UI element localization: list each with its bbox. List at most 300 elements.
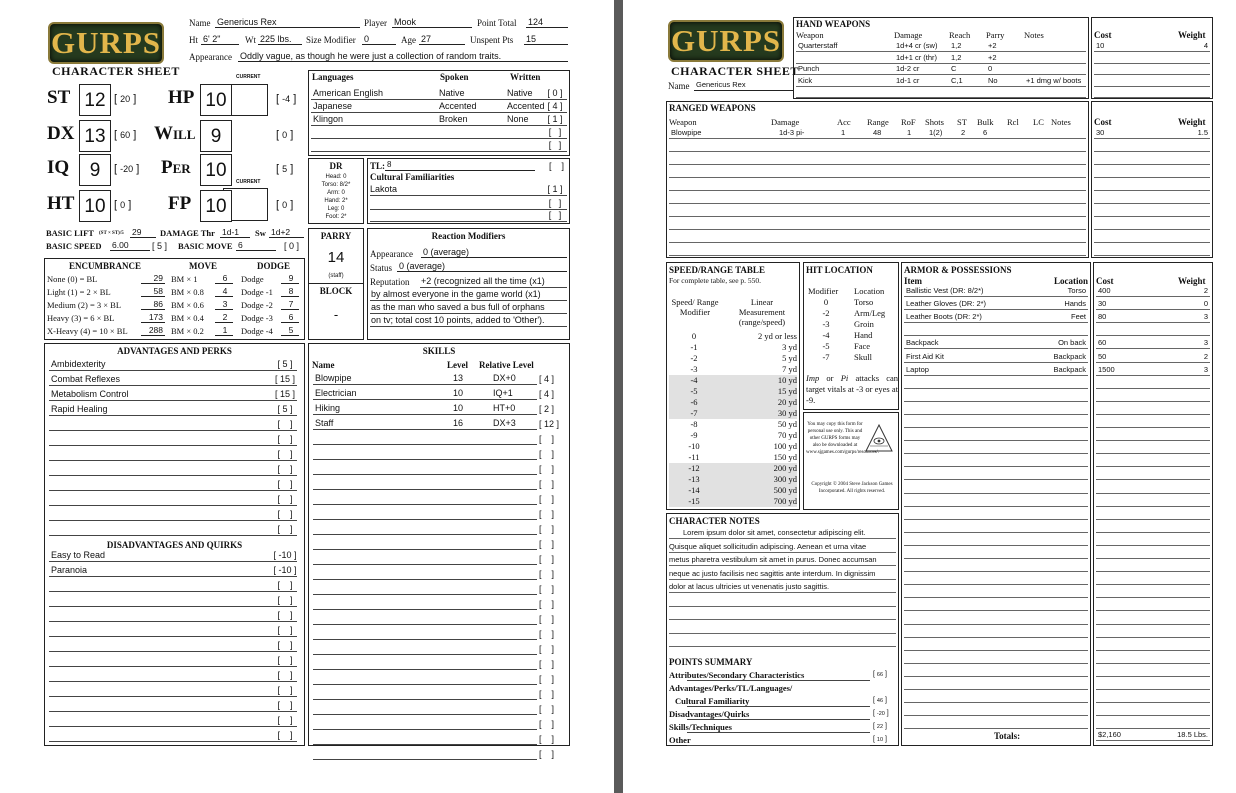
hit-location: Arm/Leg <box>854 308 886 318</box>
ranged-weapon-row[interactable] <box>669 231 1086 243</box>
possession-weight: 0 <box>1203 299 1208 309</box>
secondary-2-value[interactable]: 10 <box>200 154 232 186</box>
tl-field[interactable]: 8 <box>385 160 535 171</box>
advantage-row[interactable]: [ ] <box>49 417 297 431</box>
possession-cost-row[interactable] <box>1096 691 1210 703</box>
disadvantage-row[interactable] <box>49 563 297 577</box>
damage-sw-field[interactable]: 1d+2 <box>269 227 304 238</box>
ranged-a: 1 <box>841 128 846 137</box>
skill-row[interactable] <box>313 641 537 655</box>
ranged-header-9: LC <box>1033 117 1044 127</box>
possession-row[interactable] <box>904 403 1088 415</box>
enc-load[interactable]: 29 <box>141 273 165 284</box>
speed-modifier: -9 <box>690 430 698 440</box>
advantage-row[interactable]: [ ] <box>49 522 297 536</box>
possession-location: Hands <box>1064 299 1086 309</box>
disadvantage-row[interactable]: [ ] <box>49 578 297 592</box>
possession-cost-row[interactable] <box>1096 599 1210 611</box>
skill-row[interactable] <box>313 701 537 715</box>
possession-cost-row[interactable] <box>1096 560 1210 572</box>
skill-cost: [ ] <box>539 599 555 609</box>
ranged-weight-header: Weight <box>1178 117 1206 127</box>
possession-row[interactable] <box>904 495 1088 507</box>
disadvantage-row[interactable]: [ ] <box>49 683 297 697</box>
ranged-weapon-row[interactable] <box>669 218 1086 230</box>
possession-cost: 30 <box>1098 299 1107 309</box>
enc-move[interactable]: 3 <box>215 299 233 310</box>
possession-cost-row[interactable] <box>1096 364 1210 376</box>
reputation-line[interactable] <box>370 313 567 327</box>
disadvantage-row[interactable]: [ ] <box>49 608 297 622</box>
disadvantage-row[interactable]: [ ] <box>49 728 297 742</box>
tl-label: TL: <box>370 161 386 171</box>
skill-row[interactable] <box>313 521 537 535</box>
possession-cost-row[interactable] <box>1096 337 1210 349</box>
ranged-cost-row[interactable] <box>1094 140 1210 152</box>
unspent-field[interactable]: 15 <box>524 34 568 45</box>
ranged-weapon-row[interactable] <box>669 140 1086 152</box>
skill-row[interactable] <box>313 461 537 475</box>
reaction-status-field[interactable]: 0 (average) <box>397 261 567 272</box>
enc-load[interactable]: 288 <box>141 325 165 336</box>
cf-cost: [ 1 ] <box>547 184 563 194</box>
advantage-row[interactable]: [ ] <box>49 492 297 506</box>
ranged-cost-row[interactable] <box>1094 127 1210 139</box>
name-field-2[interactable]: Genericus Rex <box>694 80 794 91</box>
skill-cost: [ ] <box>539 629 555 639</box>
skill-row[interactable] <box>313 386 537 400</box>
points-row-value[interactable]: [ 46 ] <box>873 697 887 704</box>
attr-2-value[interactable]: 9 <box>79 154 111 186</box>
tl-box <box>367 158 570 224</box>
hand-r: C,1 <box>951 75 963 85</box>
possession-location: On back <box>1058 338 1086 348</box>
reputation-line[interactable] <box>370 287 567 301</box>
speed-range-row <box>669 386 797 397</box>
age-field[interactable]: 27 <box>419 34 465 45</box>
points-row-value[interactable]: [ 66 ] <box>873 671 887 678</box>
speed-range-row <box>669 474 797 485</box>
hand-weapon-row[interactable] <box>796 52 1086 64</box>
damage-thr-field[interactable]: 1d-1 <box>220 227 250 238</box>
ranged-weapon-row[interactable] <box>669 179 1086 191</box>
block-value[interactable]: - <box>333 307 339 322</box>
skill-row[interactable] <box>313 731 537 745</box>
disadvantage-row[interactable]: [ ] <box>49 593 297 607</box>
possession-cost-row[interactable] <box>1096 586 1210 598</box>
speed-modifier: -10 <box>688 441 700 451</box>
hand-cost-box <box>1091 17 1213 99</box>
secondary-1-value[interactable]: 9 <box>200 120 232 152</box>
advantage-cost: [ 5 ] <box>277 404 293 414</box>
advantage-row[interactable]: [ ] <box>49 447 297 461</box>
reaction-appearance-field[interactable]: 0 (average) <box>421 247 567 258</box>
possession-row[interactable] <box>904 560 1088 572</box>
skill-cost: [ ] <box>539 614 555 624</box>
hand-weapon-row[interactable] <box>796 63 1086 75</box>
advantage-row[interactable] <box>49 402 297 416</box>
possession-row[interactable] <box>904 468 1088 480</box>
possession-row[interactable] <box>904 717 1088 729</box>
skill-row[interactable] <box>313 581 537 595</box>
enc-dodge[interactable]: 5 <box>281 325 299 336</box>
possession-row[interactable] <box>904 534 1088 546</box>
basic-move-field[interactable]: 6 <box>236 240 276 251</box>
hand-header-0: Weapon <box>796 30 824 40</box>
enc-load[interactable]: 58 <box>141 286 165 297</box>
cf-name: Lakota <box>370 184 398 194</box>
advantage-row[interactable]: [ ] <box>49 462 297 476</box>
reputation-line[interactable] <box>420 274 567 288</box>
possession-row[interactable] <box>904 665 1088 677</box>
possession-cost-row[interactable] <box>1096 613 1210 625</box>
hand-cost-row[interactable] <box>1094 40 1210 52</box>
advantage-row[interactable] <box>49 357 297 371</box>
enc-dodge[interactable]: 9 <box>281 273 299 284</box>
ranged-w: Blowpipe <box>671 128 702 137</box>
unspent-label: Unspent Pts <box>470 35 514 45</box>
possession-row[interactable] <box>904 455 1088 467</box>
hand-cost-row[interactable] <box>1094 63 1210 75</box>
possession-cost-row[interactable] <box>1096 455 1210 467</box>
skill-row[interactable] <box>313 611 537 625</box>
linear-measurement: 15 yd <box>777 386 797 396</box>
skill-row[interactable] <box>313 746 537 760</box>
skill-row[interactable] <box>313 506 537 520</box>
hand-weapons-title: HAND WEAPONS <box>796 19 871 29</box>
basic-lift-field[interactable]: 29 <box>130 227 156 238</box>
enc-dodge[interactable]: 8 <box>281 286 299 297</box>
enc-load[interactable]: 86 <box>141 299 165 310</box>
ranged-cost-row[interactable] <box>1094 218 1210 230</box>
possession-cost-row[interactable] <box>1096 639 1210 651</box>
skill-level: 10 <box>453 403 464 413</box>
skill-name: Hiking <box>315 403 341 413</box>
advantage-row[interactable]: [ ] <box>49 432 297 446</box>
skill-row[interactable] <box>313 566 537 580</box>
ranged-cost-row[interactable] <box>1094 244 1210 256</box>
possession-row[interactable] <box>904 639 1088 651</box>
possession-row[interactable] <box>904 429 1088 441</box>
skill-row[interactable] <box>313 431 537 445</box>
possession-cost-row[interactable] <box>1096 298 1210 310</box>
skill-row[interactable] <box>313 416 537 430</box>
possession-row[interactable] <box>904 442 1088 454</box>
ranged-weapon-row[interactable] <box>669 127 1086 139</box>
possession-row[interactable] <box>904 324 1088 336</box>
hand-d: 1d-2 cr <box>896 64 920 73</box>
secondary-2-label: Per <box>161 157 191 178</box>
basic-speed-label: BASIC SPEED <box>46 241 102 251</box>
disadvantage-row[interactable]: [ ] <box>49 623 297 637</box>
ranged-cost-row[interactable] <box>1094 231 1210 243</box>
speed-range-row <box>669 331 797 342</box>
possession-cost-row[interactable] <box>1096 416 1210 428</box>
disadvantage-row[interactable]: [ ] <box>49 713 297 727</box>
name-field[interactable]: Genericus Rex <box>215 17 360 28</box>
possession-row[interactable] <box>904 390 1088 402</box>
note-line[interactable] <box>669 634 896 647</box>
ranged-weight: 1.5 <box>1197 128 1208 137</box>
possession-row[interactable] <box>904 613 1088 625</box>
possession-weight: 3 <box>1203 364 1208 374</box>
skill-level: 10 <box>453 388 464 398</box>
hand-cost-row[interactable] <box>1094 86 1210 98</box>
skill-row[interactable] <box>313 626 537 640</box>
appearance-field[interactable]: Oddly vague, as though he were just a collection of random traits. <box>238 51 568 62</box>
hand-weapon-row[interactable] <box>796 75 1086 87</box>
possession-row[interactable] <box>904 337 1088 349</box>
secondary-3-value[interactable]: 10 <box>200 190 232 222</box>
possession-row[interactable] <box>904 377 1088 389</box>
possession-cost-row[interactable] <box>1096 429 1210 441</box>
possession-row[interactable] <box>904 364 1088 376</box>
enc-dodge[interactable]: 6 <box>281 312 299 323</box>
hand-weapon-row[interactable] <box>796 86 1086 98</box>
reputation-line[interactable] <box>370 300 567 314</box>
note-line[interactable] <box>669 607 896 620</box>
possession-cost-row[interactable] <box>1096 351 1210 363</box>
skill-cost: [ ] <box>539 674 555 684</box>
armor-cost-header: Cost <box>1096 276 1114 286</box>
enc-level-label: Light (1) = 2 × BL <box>47 287 111 297</box>
advantage-cost: [ 5 ] <box>277 359 293 369</box>
basic-move-label: BASIC MOVE <box>178 241 233 251</box>
written-header: Written <box>510 72 541 82</box>
possession-row[interactable] <box>904 599 1088 611</box>
possession-row[interactable] <box>904 573 1088 585</box>
skill-row[interactable] <box>313 551 537 565</box>
skill-row[interactable] <box>313 656 537 670</box>
possession-row[interactable] <box>904 508 1088 520</box>
possession-row[interactable] <box>904 416 1088 428</box>
weight-field[interactable]: 225 lbs. <box>258 34 302 45</box>
possession-weight: 3 <box>1203 338 1208 348</box>
cultural-familiarity-row[interactable] <box>370 182 567 196</box>
possession-cost-row[interactable] <box>1096 482 1210 494</box>
skill-row[interactable] <box>313 401 537 415</box>
skill-row[interactable] <box>313 596 537 610</box>
possession-cost-row[interactable] <box>1096 403 1210 415</box>
speed-modifier: 0 <box>691 331 697 341</box>
sheet-title-2: CHARACTER SHEET <box>671 64 799 78</box>
copyright-notice: Copyright © 2004 Steve Jackson Games Incorporated. All rights reserved. <box>811 482 893 494</box>
possession-row[interactable] <box>904 626 1088 638</box>
cf-empty-row[interactable]: [ ] <box>370 196 567 210</box>
possession-row[interactable] <box>904 351 1088 363</box>
hand-cost-row[interactable] <box>1094 52 1210 64</box>
enc-move[interactable]: 1 <box>215 325 233 336</box>
possession-cost-row[interactable] <box>1096 717 1210 729</box>
possession-item: Leather Gloves (DR: 2*) <box>906 299 987 309</box>
skill-cost: [ ] <box>539 494 555 504</box>
note-line[interactable] <box>669 540 896 553</box>
possession-cost-row[interactable] <box>1096 626 1210 638</box>
possession-row[interactable] <box>904 652 1088 664</box>
enc-bm-label: BM × 0.2 <box>171 326 204 336</box>
enc-level-label: None (0) = BL <box>47 274 98 284</box>
skill-row[interactable] <box>313 716 537 730</box>
possession-cost-row[interactable] <box>1096 377 1210 389</box>
ranged-weapon-row[interactable] <box>669 166 1086 178</box>
disadvantage-cost: [ -10 ] <box>273 550 297 560</box>
possession-cost-row[interactable] <box>1096 534 1210 546</box>
possession-cost: 80 <box>1098 312 1107 322</box>
hand-header-3: Parry <box>986 30 1005 40</box>
speed-modifier: -13 <box>688 474 700 484</box>
skill-cost: [ ] <box>539 644 555 654</box>
possession-row[interactable] <box>904 704 1088 716</box>
hand-w: Quarterstaff <box>798 41 838 50</box>
note-line[interactable] <box>669 526 896 539</box>
disadvantage-row[interactable]: [ ] <box>49 698 297 712</box>
armor-box <box>901 262 1091 746</box>
skill-cost: [ ] <box>539 524 555 534</box>
language-row[interactable] <box>311 99 567 113</box>
language-row[interactable] <box>311 112 567 126</box>
language-spoken: Accented <box>439 101 477 111</box>
ranged-cost-row[interactable] <box>1094 166 1210 178</box>
ranged-cost-row[interactable] <box>1094 153 1210 165</box>
skill-row[interactable] <box>313 476 537 490</box>
appearance-label: Appearance <box>189 52 232 62</box>
points-row-value[interactable]: [ -20 ] <box>873 710 889 717</box>
enc-move[interactable]: 2 <box>215 312 233 323</box>
note-line[interactable] <box>669 553 896 566</box>
parry-value[interactable]: 14 <box>327 249 345 266</box>
language-row[interactable]: [ ] <box>311 138 567 152</box>
note-line[interactable] <box>669 567 896 580</box>
ranged-weapon-row[interactable] <box>669 244 1086 256</box>
advantage-row[interactable]: [ ] <box>49 477 297 491</box>
skill-row[interactable] <box>313 686 537 700</box>
reputation-text: +2 (recognized all the time (x1) <box>421 276 545 286</box>
skill-row[interactable] <box>313 371 537 385</box>
attr-0-value[interactable]: 12 <box>79 84 111 116</box>
ranged-weapon-row[interactable] <box>669 192 1086 204</box>
disadvantage-row[interactable]: [ ] <box>49 668 297 682</box>
speed-range-row <box>669 375 797 386</box>
possession-cost-row[interactable] <box>1096 324 1210 336</box>
possession-row[interactable] <box>904 691 1088 703</box>
possession-cost-row[interactable] <box>1096 678 1210 690</box>
height-field[interactable]: 6' 2" <box>201 34 239 45</box>
skill-cost: [ ] <box>539 689 555 699</box>
possession-cost-row[interactable] <box>1096 665 1210 677</box>
possession-cost-row[interactable] <box>1096 521 1210 533</box>
enc-dodge[interactable]: 7 <box>281 299 299 310</box>
possession-row[interactable] <box>904 482 1088 494</box>
attr-3-value[interactable]: 10 <box>79 190 111 222</box>
possession-cost-row[interactable] <box>1096 704 1210 716</box>
note-line[interactable] <box>669 621 896 634</box>
possession-cost-row[interactable] <box>1096 547 1210 559</box>
note-line[interactable] <box>669 580 896 593</box>
possession-cost-row[interactable] <box>1096 311 1210 323</box>
hit-location: Skull <box>854 352 872 362</box>
disadvantage-row[interactable] <box>49 548 297 562</box>
skill-cost: [ ] <box>539 734 555 744</box>
speed-range-row <box>669 430 797 441</box>
size-modifier-field[interactable]: 0 <box>362 34 396 45</box>
language-row[interactable] <box>311 86 567 100</box>
points-row-value[interactable]: [ 22 ] <box>873 723 887 730</box>
possession-row[interactable] <box>904 586 1088 598</box>
secondary-0-value[interactable]: 10 <box>200 84 232 116</box>
disadvantage-row[interactable]: [ ] <box>49 653 297 667</box>
skill-cost: [ ] <box>539 659 555 669</box>
ranged-cost-row[interactable] <box>1094 192 1210 204</box>
language-row[interactable]: [ ] <box>311 125 567 139</box>
ranged-cost-row[interactable] <box>1094 179 1210 191</box>
possession-cost-row[interactable] <box>1096 285 1210 297</box>
hand-cost-row[interactable] <box>1094 75 1210 87</box>
possession-cost-row[interactable] <box>1096 468 1210 480</box>
points-row-value[interactable]: [ 10 ] <box>873 736 887 743</box>
tl-cost: [ ] <box>549 161 565 171</box>
point-total-field[interactable]: 124 <box>526 17 568 28</box>
possession-row[interactable] <box>904 311 1088 323</box>
ranged-header-4: RoF <box>901 117 916 127</box>
possession-row[interactable] <box>904 521 1088 533</box>
dodge-header: DODGE <box>257 261 291 271</box>
attr-1-value[interactable]: 13 <box>79 120 111 152</box>
ranged-weapon-row[interactable] <box>669 153 1086 165</box>
hand-weapon-row[interactable] <box>796 40 1086 52</box>
ranged-header-6: ST <box>957 117 967 127</box>
hit-location-box <box>803 262 899 410</box>
note-line[interactable] <box>669 594 896 607</box>
possession-item: First Aid Kit <box>906 351 944 361</box>
player-field[interactable]: Mook <box>392 17 472 28</box>
attr-0-label: ST <box>47 87 71 108</box>
advantage-row[interactable] <box>49 387 297 401</box>
enc-load[interactable]: 173 <box>141 312 165 323</box>
ranged-weapon-row[interactable] <box>669 205 1086 217</box>
possession-cost-row[interactable] <box>1096 508 1210 520</box>
possession-cost-row[interactable] <box>1096 652 1210 664</box>
advantage-row[interactable] <box>49 372 297 386</box>
ranged-cost-row[interactable] <box>1094 205 1210 217</box>
ranged-cost-header: Cost <box>1094 117 1112 127</box>
disadvantage-name: Easy to Read <box>51 550 106 560</box>
armor-title: ARMOR & POSSESSIONS <box>904 265 1012 275</box>
skill-relative: HT+0 <box>493 403 516 413</box>
dr-line: Foot: 2* <box>325 214 347 220</box>
basic-lift-formula: (ST × ST)/5 <box>99 231 124 236</box>
possession-cost-row[interactable] <box>1096 442 1210 454</box>
reaction-status-label: Status <box>370 263 393 273</box>
basic-speed-field[interactable]: 6.00 <box>110 240 150 251</box>
cf-empty-row[interactable]: [ ] <box>370 208 567 222</box>
possession-cost-row[interactable] <box>1096 573 1210 585</box>
enc-move[interactable]: 6 <box>215 273 233 284</box>
enc-move[interactable]: 4 <box>215 286 233 297</box>
advantage-row[interactable]: [ ] <box>49 507 297 521</box>
skill-row[interactable] <box>313 491 537 505</box>
skill-row[interactable] <box>313 536 537 550</box>
skill-row[interactable] <box>313 671 537 685</box>
possession-row[interactable] <box>904 285 1088 297</box>
possession-cost-row[interactable] <box>1096 495 1210 507</box>
possession-row[interactable] <box>904 298 1088 310</box>
skill-row[interactable] <box>313 446 537 460</box>
enc-dodge-label: Dodge <box>241 274 264 284</box>
possession-cost-row[interactable] <box>1096 390 1210 402</box>
possession-row[interactable] <box>904 678 1088 690</box>
possession-row[interactable] <box>904 547 1088 559</box>
disadvantage-row[interactable]: [ ] <box>49 638 297 652</box>
